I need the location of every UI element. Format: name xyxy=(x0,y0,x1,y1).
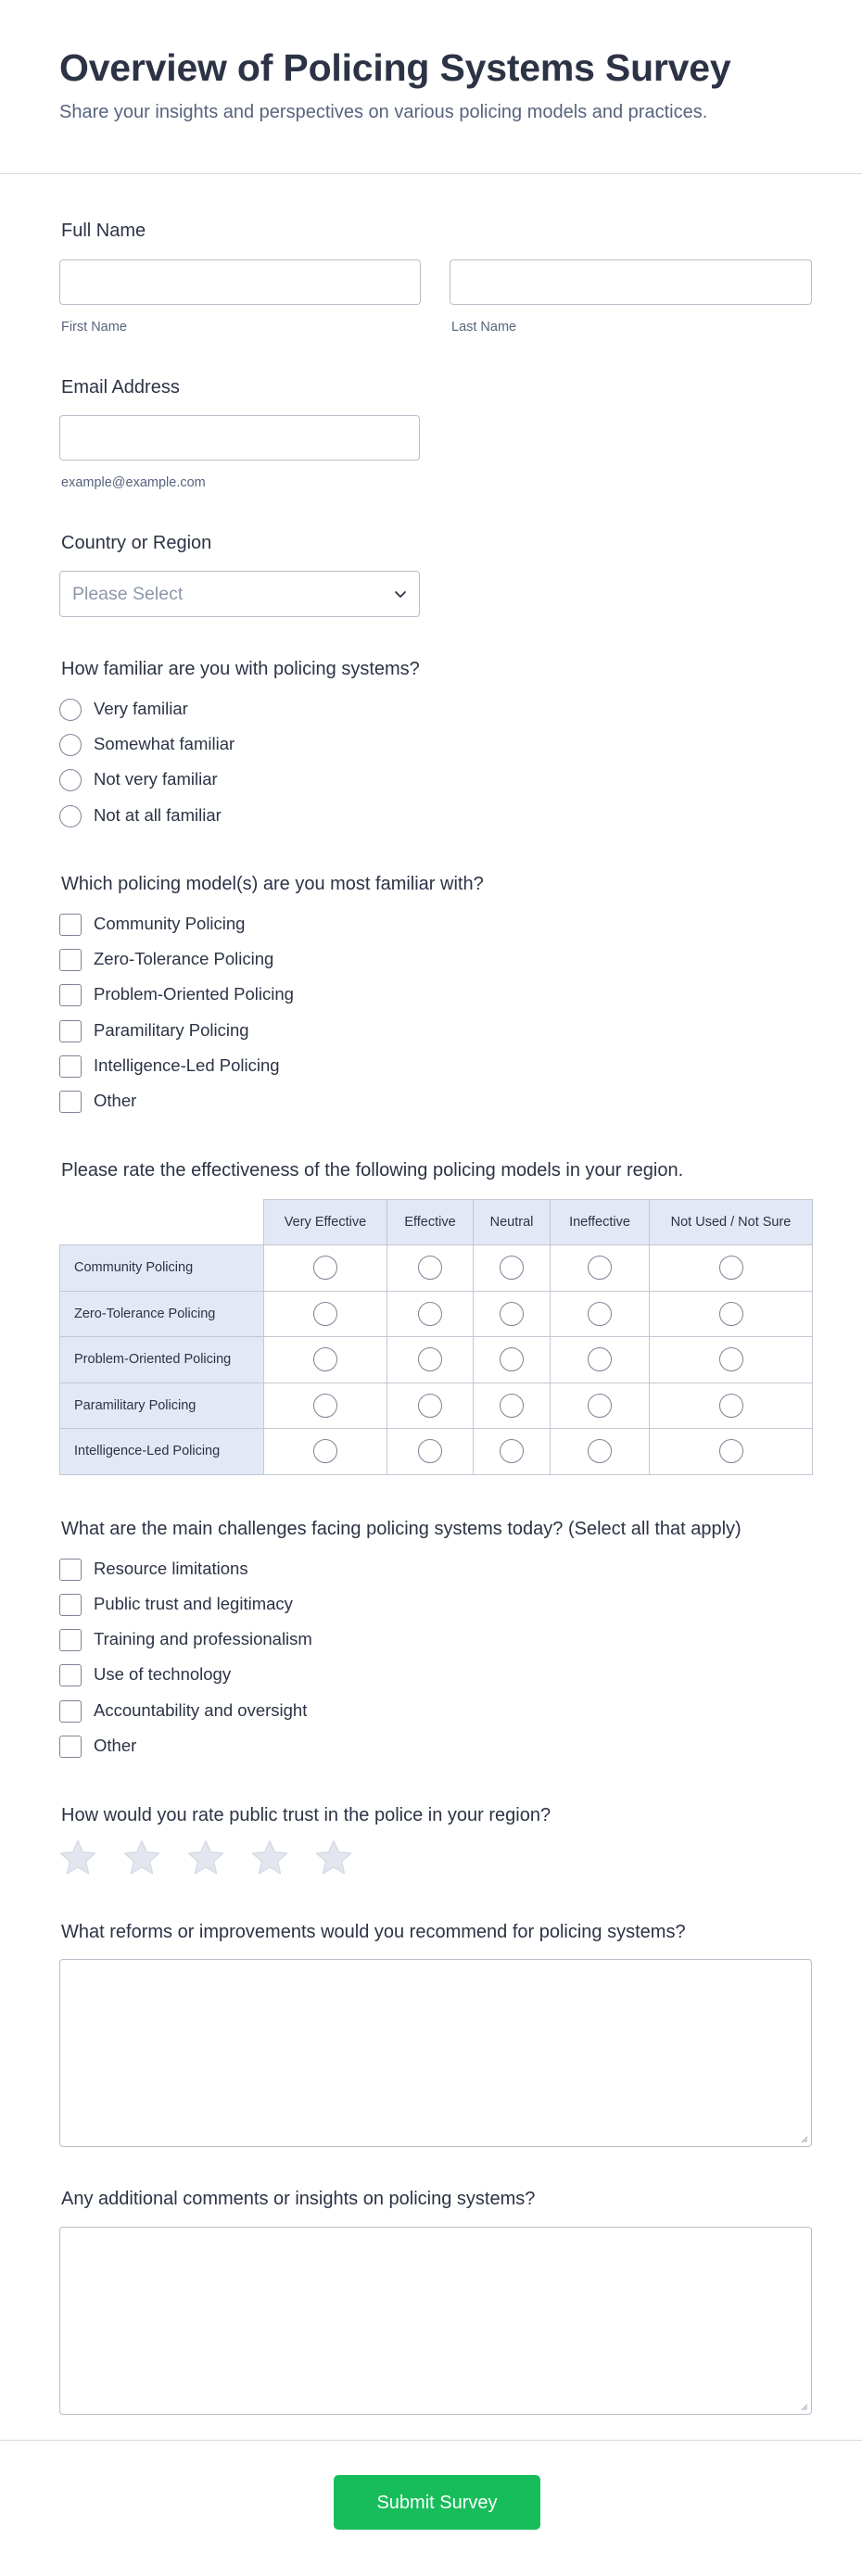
familiarity-option-label: Not at all familiar xyxy=(94,805,222,825)
first-name-input[interactable] xyxy=(59,259,421,305)
email-input[interactable] xyxy=(59,415,420,461)
matrix-row-label: Problem-Oriented Policing xyxy=(60,1337,264,1383)
matrix-cell[interactable] xyxy=(387,1337,474,1383)
country-label: Country or Region xyxy=(61,533,212,553)
radio-button[interactable] xyxy=(719,1256,743,1280)
radio-button[interactable] xyxy=(418,1394,442,1418)
reforms-question: What reforms or improvements would you recommend for policing systems? xyxy=(61,1922,686,1942)
matrix-cell[interactable] xyxy=(264,1337,387,1383)
reforms-textarea[interactable] xyxy=(59,1959,812,2147)
radio-button[interactable] xyxy=(500,1394,524,1418)
matrix-cell[interactable] xyxy=(264,1429,387,1475)
last-name-input[interactable] xyxy=(450,259,812,305)
challenges-option-label: Training and professionalism xyxy=(94,1629,312,1648)
checkbox[interactable] xyxy=(59,1664,82,1686)
radio-button[interactable] xyxy=(719,1439,743,1463)
radio-button[interactable] xyxy=(588,1394,612,1418)
radio-button[interactable] xyxy=(59,769,82,791)
matrix-row xyxy=(60,1245,813,1292)
matrix-cell[interactable] xyxy=(650,1291,813,1337)
matrix-cell[interactable] xyxy=(650,1383,813,1429)
star-icon[interactable] xyxy=(58,1838,97,1877)
matrix-cell[interactable] xyxy=(264,1291,387,1337)
matrix-cell[interactable] xyxy=(650,1429,813,1475)
last-name-sublabel: Last Name xyxy=(451,320,517,335)
checkbox[interactable] xyxy=(59,1700,82,1723)
star-icon[interactable] xyxy=(122,1838,161,1877)
matrix-cell[interactable] xyxy=(551,1383,650,1429)
matrix-column-header: Effective xyxy=(387,1200,474,1245)
matrix-row-label: Zero-Tolerance Policing xyxy=(60,1291,264,1337)
checkbox[interactable] xyxy=(59,949,82,971)
matrix-cell[interactable] xyxy=(387,1383,474,1429)
radio-button[interactable] xyxy=(500,1302,524,1326)
familiarity-option-label: Not very familiar xyxy=(94,769,218,789)
matrix-cell[interactable] xyxy=(387,1245,474,1292)
first-name-sublabel: First Name xyxy=(61,320,127,335)
form-header xyxy=(0,0,862,174)
models-option-label: Other xyxy=(94,1091,137,1110)
checkbox[interactable] xyxy=(59,984,82,1006)
chevron-down-icon xyxy=(392,586,409,602)
star-icon[interactable] xyxy=(314,1838,353,1877)
radio-button[interactable] xyxy=(418,1256,442,1280)
challenges-option-label: Use of technology xyxy=(94,1664,232,1684)
radio-button[interactable] xyxy=(313,1256,337,1280)
familiarity-question: How familiar are you with policing systems? xyxy=(61,659,420,679)
radio-button[interactable] xyxy=(500,1347,524,1371)
radio-button[interactable] xyxy=(588,1256,612,1280)
comments-textarea[interactable] xyxy=(59,2227,812,2415)
matrix-column-header: Very Effective xyxy=(264,1200,387,1245)
trust-question: How would you rate public trust in the police in your region? xyxy=(61,1805,551,1825)
models-option-label: Community Policing xyxy=(94,914,246,933)
country-select-placeholder: Please Select xyxy=(72,584,184,604)
models-option-label: Intelligence-Led Policing xyxy=(94,1055,280,1075)
comments-question: Any additional comments or insights on policing systems? xyxy=(61,2189,536,2209)
effectiveness-matrix xyxy=(59,1199,813,1475)
effectiveness-question: Please rate the effectiveness of the following policing models in your region. xyxy=(61,1160,684,1181)
checkbox[interactable] xyxy=(59,1736,82,1758)
matrix-cell[interactable] xyxy=(387,1429,474,1475)
matrix-cell[interactable] xyxy=(551,1337,650,1383)
email-label: Email Address xyxy=(61,377,180,398)
radio-button[interactable] xyxy=(588,1439,612,1463)
radio-button[interactable] xyxy=(313,1347,337,1371)
models-option-label: Zero-Tolerance Policing xyxy=(94,949,274,968)
challenges-question: What are the main challenges facing policing systems today? (Select all that apply) xyxy=(61,1519,742,1539)
matrix-row xyxy=(60,1337,813,1383)
checkbox[interactable] xyxy=(59,914,82,936)
radio-button[interactable] xyxy=(588,1302,612,1326)
matrix-row xyxy=(60,1383,813,1429)
email-sublabel: example@example.com xyxy=(61,475,206,490)
star-icon[interactable] xyxy=(250,1838,289,1877)
radio-button[interactable] xyxy=(313,1302,337,1326)
radio-button[interactable] xyxy=(418,1302,442,1326)
familiarity-option-label: Very familiar xyxy=(94,699,188,718)
radio-button[interactable] xyxy=(719,1394,743,1418)
matrix-row xyxy=(60,1291,813,1337)
page-subtitle: Share your insights and perspectives on various policing models and practices. xyxy=(59,102,708,122)
checkbox[interactable] xyxy=(59,1594,82,1616)
country-select[interactable] xyxy=(59,571,420,617)
matrix-row-label: Community Policing xyxy=(60,1245,264,1292)
checkbox[interactable] xyxy=(59,1055,82,1078)
models-option-label: Problem-Oriented Policing xyxy=(94,984,294,1004)
challenges-option-label: Public trust and legitimacy xyxy=(94,1594,293,1613)
resize-handle-icon[interactable] xyxy=(799,2134,808,2143)
matrix-cell[interactable] xyxy=(551,1291,650,1337)
matrix-cell[interactable] xyxy=(264,1383,387,1429)
matrix-cell[interactable] xyxy=(474,1337,551,1383)
challenges-option-label: Accountability and oversight xyxy=(94,1700,308,1720)
matrix-column-header: Neutral xyxy=(474,1200,551,1245)
models-question: Which policing model(s) are you most familiar with? xyxy=(61,874,484,894)
full-name-label: Full Name xyxy=(61,221,146,241)
radio-button[interactable] xyxy=(500,1439,524,1463)
radio-button[interactable] xyxy=(59,734,82,756)
familiarity-option-label: Somewhat familiar xyxy=(94,734,235,753)
matrix-column-header: Not Used / Not Sure xyxy=(650,1200,813,1245)
submit-button[interactable]: Submit Survey xyxy=(334,2475,540,2530)
radio-button[interactable] xyxy=(418,1439,442,1463)
matrix-corner xyxy=(60,1200,264,1245)
matrix-row-label: Paramilitary Policing xyxy=(60,1383,264,1429)
checkbox[interactable] xyxy=(59,1629,82,1651)
matrix-cell[interactable] xyxy=(474,1245,551,1292)
matrix-cell[interactable] xyxy=(474,1383,551,1429)
matrix-row xyxy=(60,1429,813,1475)
matrix-cell[interactable] xyxy=(650,1337,813,1383)
radio-button[interactable] xyxy=(59,805,82,827)
radio-button[interactable] xyxy=(313,1439,337,1463)
matrix-cell[interactable] xyxy=(551,1245,650,1292)
matrix-cell[interactable] xyxy=(650,1245,813,1292)
checkbox[interactable] xyxy=(59,1020,82,1042)
radio-button[interactable] xyxy=(59,699,82,721)
radio-button[interactable] xyxy=(418,1347,442,1371)
radio-button[interactable] xyxy=(719,1302,743,1326)
challenges-option-label: Other xyxy=(94,1736,137,1755)
matrix-cell[interactable] xyxy=(551,1429,650,1475)
challenges-option-label: Resource limitations xyxy=(94,1559,248,1578)
star-icon[interactable] xyxy=(186,1838,225,1877)
matrix-cell[interactable] xyxy=(474,1429,551,1475)
radio-button[interactable] xyxy=(588,1347,612,1371)
checkbox[interactable] xyxy=(59,1559,82,1581)
matrix-row-label: Intelligence-Led Policing xyxy=(60,1429,264,1475)
matrix-cell[interactable] xyxy=(474,1291,551,1337)
matrix-cell[interactable] xyxy=(387,1291,474,1337)
radio-button[interactable] xyxy=(719,1347,743,1371)
radio-button[interactable] xyxy=(313,1394,337,1418)
matrix-column-header: Ineffective xyxy=(551,1200,650,1245)
resize-handle-icon[interactable] xyxy=(799,2402,808,2411)
radio-button[interactable] xyxy=(500,1256,524,1280)
checkbox[interactable] xyxy=(59,1091,82,1113)
page-title: Overview of Policing Systems Survey xyxy=(59,46,731,89)
models-option-label: Paramilitary Policing xyxy=(94,1020,249,1040)
matrix-cell[interactable] xyxy=(264,1245,387,1292)
